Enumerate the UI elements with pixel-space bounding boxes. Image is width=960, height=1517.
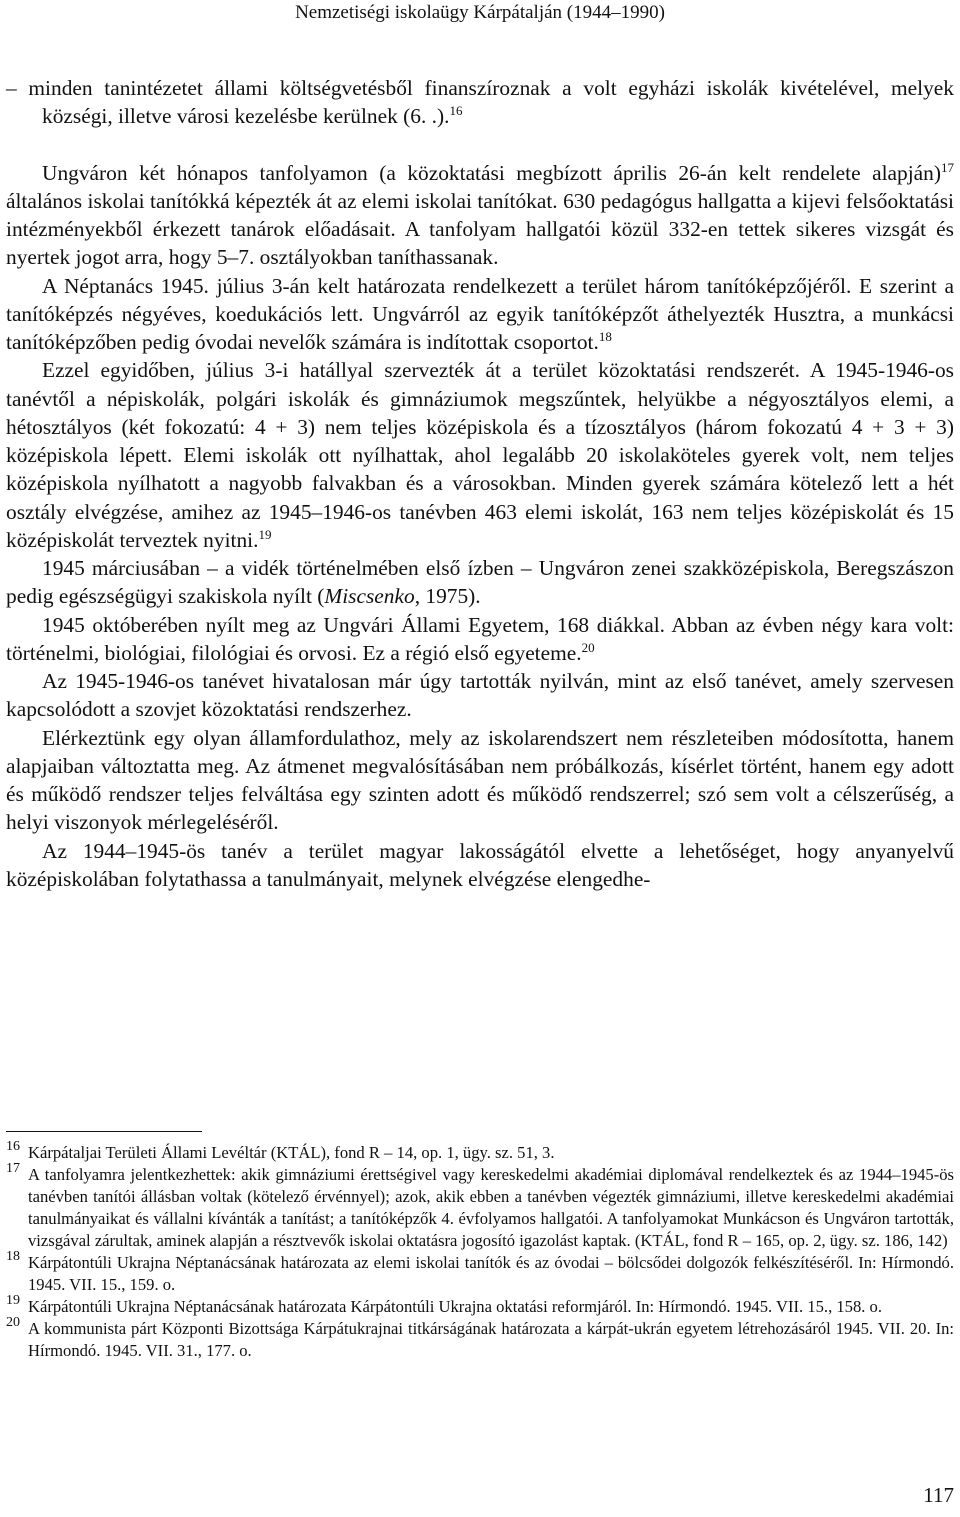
footnote-19 (6, 1293, 954, 1318)
paragraph-6-text: 1945 októberében nyílt meg az Ungvári Állami Egyetem, 168 diákkal. Abban az évben négy kara volt: történelmi, biológiai, filológiai és orvosi. Ez a régió első egyeteme. (6, 612, 954, 665)
paragraph-1 (6, 74, 954, 131)
page-number: 117 (923, 1483, 954, 1507)
footnote-text: Kárpátaljai Területi Állami Levéltár (KTÁL), fond R – 14, op. 1, ügy. sz. 51, 3. (28, 1143, 555, 1162)
footnote-ref-19[interactable]: 19 (258, 526, 272, 542)
footnote-number: 18 (6, 1249, 20, 1264)
footnotes (6, 1139, 954, 1362)
running-header: Nemzetiségi iskolaügy Kárpátalján (1944–1990) (295, 2, 665, 23)
footnote-20 (6, 1315, 954, 1362)
footnote-text: A kommunista párt Központi Bizottsága Kárpátukrajnai titkárságának határozata a kárpát-ukrán egyetem létrehozásáról 1945. VII. 20. In: Hírmondó. 1945. VII. 31., 177. o. (28, 1319, 954, 1360)
footnote-number: 17 (6, 1161, 20, 1176)
footnote-ref-16[interactable]: 16 (449, 103, 463, 119)
footnote-16 (6, 1139, 954, 1164)
paragraph-8: Elérkeztünk egy olyan államfordulathoz, mely az iskolarendszert nem részleteiben módosította, hanem alapjaiban változtatta meg. Az átmenet megvalósításában nem próbálkozás, kísérlet történt, hanem egy adott és működő rendszer teljes felváltása egy szinten adott és működő rendszerrel; szó sem volt a célszerűség, a helyi viszonyok mérlegeléséről. (6, 725, 954, 835)
footnote-separator (6, 1131, 202, 1132)
footnote-text: A tanfolyamra jelentkezhettek: akik gimnáziumi érettségivel vagy kereskedelmi akadémiai diplomával rendelkeztek és az 1944–1945-ös tanévben tanítói állásban voltak (kötelező érvénnyel); azok, akik ebben a tanévben végezték gimnáziumi, illetve kereskedelmi akadémiai tanulmányaikat és vállalni kívánták a tanítást; a tanítóképzők 4. évfolyamos hallgatói. A tanfolyamokat Munkácson és Ungváron tartották, vizsgával zárultak, aminek alapján a résztvevők iskolai oktatásra jogosító igazolást kaptak. (KTÁL, fond R – 165, op. 2, ügy. sz. 186, 142) (28, 1165, 954, 1250)
paragraph-2-text-b: általános iskolai tanítókká képezték át az elemi iskolai tanítókat. 630 pedagógus hallgatta a kijevi felsőoktatási intézményekből érkezett tanárok előadásait. A tanfolyam hallgatói közül 332-en tettek sikeres vizsgát és nyertek jogot arra, hogy 5–7. osztályokban taníthassanak. (6, 188, 954, 270)
footnote-text: Kárpátontúli Ukrajna Néptanácsának határozata Kárpátontúli Ukrajna oktatási reformjáról. In: Hírmondó. 1945. VII. 15., 158. o. (28, 1297, 883, 1316)
footnote-17 (6, 1161, 954, 1252)
footnote-ref-17[interactable]: 17 (941, 159, 954, 175)
paragraph-4-text: Ezzel egyidőben, július 3-i hatállyal szervezték át a terület közoktatási rendszerét. A 1945-1946-os tanévtől a népiskolák, polgári iskolák és gimnáziumok megszűntek, helyükbe a négyosztályos elemi, a hétosztályos (két fokozatú: 4 + 3) nem teljes középiskola és a tízosztályos (három fokozatú 4 + 3 + 3) középiskola lépett. Elemi iskolák ott nyílhattak, ahol legalább 20 iskolaköteles gyerek volt, nem teljes középiskola nyílhatott a nagyobb falvakban és a városokban. Minden gyerek számára kötelező lett a hét osztály elvégzése, amihez az 1945–1946-os tanévben 463 elemi iskolát, 163 nem teljes középiskolát és 15 középiskolát terveztek nyitni. (6, 358, 954, 552)
footnote-number: 16 (6, 1139, 20, 1154)
paragraph-7: Az 1945-1946-os tanévet hivatalosan már úgy tartották nyilván, mint az első tanévet, amely szervesen kapcsolódott a szovjet közoktatási rendszerhez. (6, 669, 954, 722)
paragraph-2-text-a: Ungváron két hónapos tanfolyamon (a közoktatási megbízott április 26-án kelt rendelete alapján) (42, 160, 941, 185)
footnote-text: Kárpátontúli Ukrajna Néptanácsának határozata az elemi iskolai tanítók és az óvodai – bölcsődei dolgozók felkészítéséről. In: Hírmondó. 1945. VII. 15., 159. o. (28, 1253, 954, 1294)
body-text (6, 74, 954, 893)
paragraph-2 (6, 159, 954, 272)
footnote-number: 19 (6, 1293, 20, 1308)
footnote-ref-20[interactable]: 20 (581, 639, 595, 655)
paragraph-5-text-a: 1945 márciusában – a vidék történelmében első ízben – Ungváron zenei szakközépiskola, Beregszászon pedig egészségügyi szakiskola nyílt ( (6, 556, 954, 609)
footnote-number: 20 (6, 1315, 20, 1330)
paragraph-6 (6, 611, 954, 668)
paragraph-9: Az 1944–1945-ös tanév a terület magyar lakosságától elvette a lehetőséget, hogy anyanyelvű középiskolában folytathassa a tanulmányait, melynek elvégzése elengedhe- (6, 838, 954, 891)
paragraph-1-text: – minden tanintézetet állami költségvetésből finanszíroznak a volt egyházi iskolák kivételével, melyek községi, illetve városi kezelésbe kerülnek (6. .). (6, 76, 954, 129)
footnote-18 (6, 1249, 954, 1296)
paragraph-5-text-b: , 1975). (414, 584, 481, 609)
paragraph-5 (6, 554, 954, 611)
paragraph-3-text: A Néptanács 1945. július 3-án kelt határozata rendelkezett a terület három tanítóképzőjéről. E szerint a tanítóképzés négyéves, koedukációs lett. Ungvárról az egyik tanítóképzőt áthelyezték Husztra, a munkácsi tanítóképzőben pedig óvodai nevelők számára is indítottak csoportot. (6, 273, 954, 354)
paragraph-3 (6, 272, 954, 357)
footnote-ref-18[interactable]: 18 (598, 329, 612, 345)
paragraph-4 (6, 356, 954, 554)
author-citation: Miscsenko (324, 584, 415, 609)
